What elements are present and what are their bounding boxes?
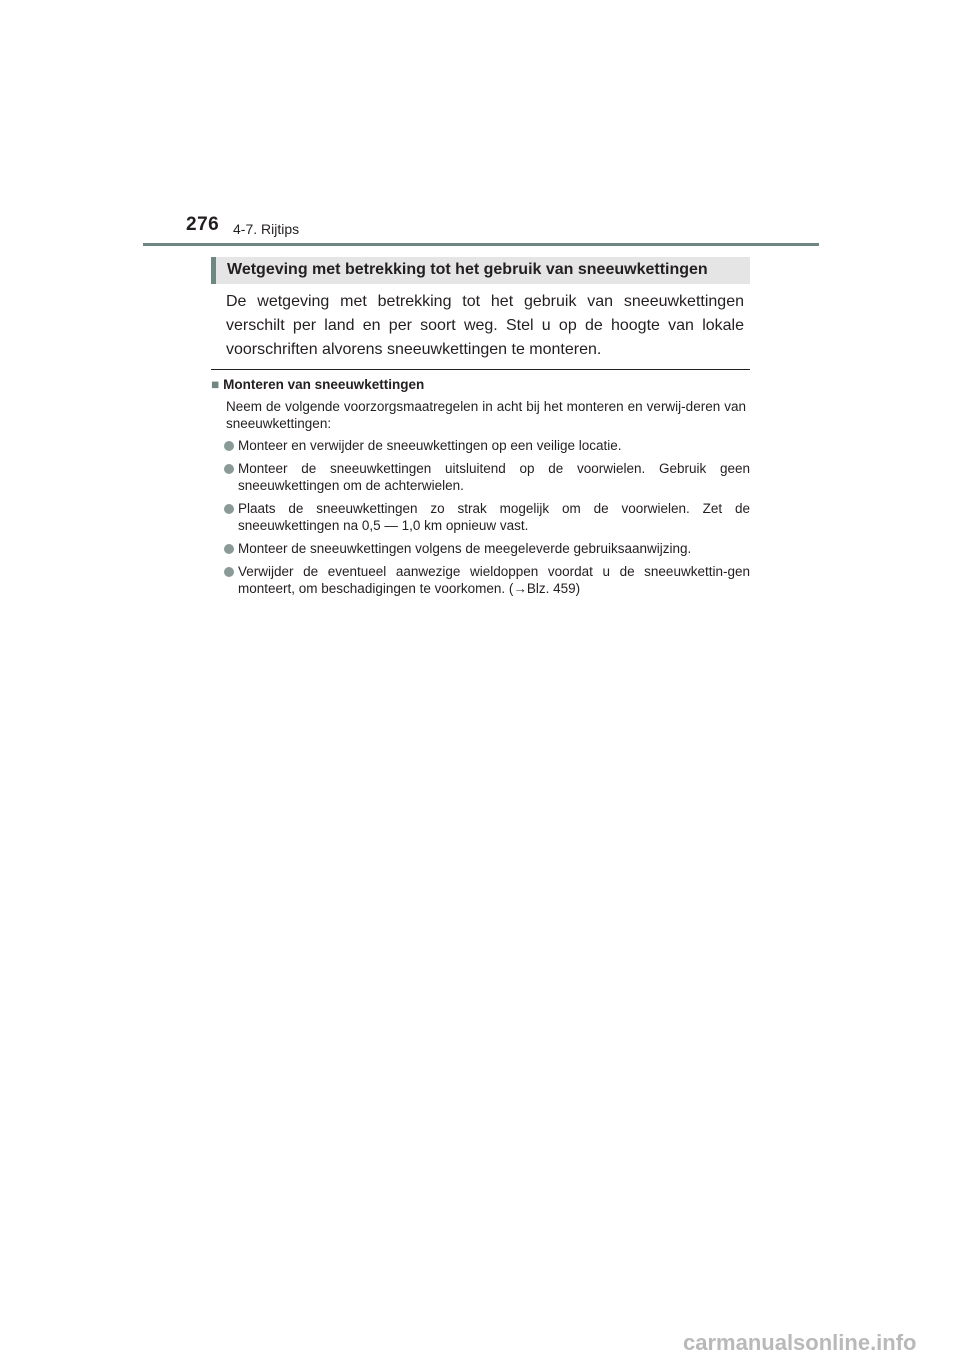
watermark: carmanualsonline.info xyxy=(683,1330,917,1355)
bullet-dot-icon xyxy=(224,464,234,474)
list-item xyxy=(222,460,750,494)
list-item-text: Monteer de sneeuwkettingen uitsluitend op de voorwielen. Gebruik geen sneeuwkettingen om de achterwielen. xyxy=(238,461,750,493)
list-item-text: Monteer en verwijder de sneeuwkettingen op een veilige locatie. xyxy=(238,438,622,453)
topic-bar xyxy=(211,257,750,284)
square-bullet-icon: ■ xyxy=(211,377,220,392)
page-number: 276 xyxy=(186,214,220,235)
section-title: 4-7. Rijtips xyxy=(233,221,300,237)
bullet-dot-icon xyxy=(224,567,234,577)
list-item xyxy=(222,437,750,454)
list-item-text: Verwijder de eventueel aanwezige wieldoppen voordat u de sneeuwkettin-gen monteert, om beschadigingen te voorkomen. (→Blz. 459) xyxy=(238,564,750,596)
list-item xyxy=(222,540,750,557)
subsection-heading-text: Monteren van sneeuwkettingen xyxy=(223,377,425,392)
topic-bar-accent xyxy=(211,257,216,284)
bullet-dot-icon xyxy=(224,544,234,554)
bullet-list xyxy=(222,437,750,603)
subsection-heading xyxy=(211,377,424,392)
topic-title: Wetgeving met betrekking tot het gebruik van sneeuwkettingen xyxy=(227,261,708,278)
list-item-text: Plaats de sneeuwkettingen zo strak mogelijk om de voorwielen. Zet de sneeuwkettingen na 0,5 — 1,0 km opnieuw vast. xyxy=(238,501,750,533)
topic-intro: De wetgeving met betrekking tot het gebruik van sneeuwkettingen verschilt per land en per soort weg. Stel u op de hoogte van lokale voorschriften alvorens sneeuwkettingen te monteren. xyxy=(226,293,744,358)
list-item-text: Monteer de sneeuwkettingen volgens de meegeleverde gebruiksaanwijzing. xyxy=(238,541,692,556)
header-rule xyxy=(143,243,819,246)
bullet-dot-icon xyxy=(224,504,234,514)
content-rule xyxy=(211,369,750,370)
list-item xyxy=(222,563,750,597)
list-item xyxy=(222,500,750,534)
subsection-intro: Neem de volgende voorzorgsmaatregelen in acht bij het monteren en verwij-deren van sneeuwkettingen: xyxy=(226,399,746,431)
bullet-dot-icon xyxy=(224,441,234,451)
